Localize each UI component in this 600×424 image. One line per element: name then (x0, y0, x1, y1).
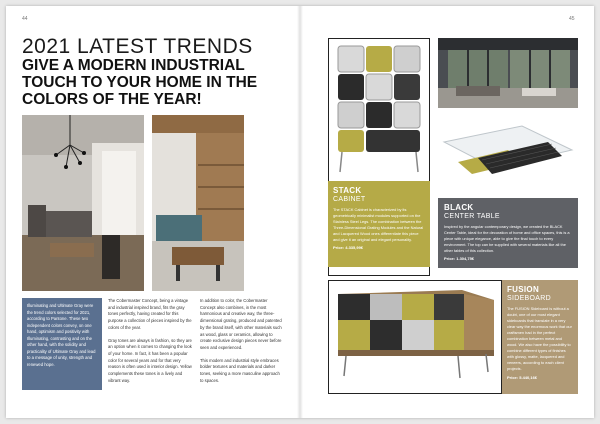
headline: 2021 LATEST TRENDS (22, 35, 253, 58)
fusion-description: The FUSION Sideboard is without a doubt, one of our most elegant sideboards that translate in a very clear way the enormous work that our craftsmen had in the perfect combination between metal and wood. We also have the possibility to combine different types of finishes with glossy, matte, lacquered and veneers, according to each client projects. (507, 306, 572, 372)
text-column-1 (108, 298, 192, 391)
fusion-price: Price: 5.440,16€ (507, 374, 538, 380)
column-2-paragraph-2: This modern and industrial style embraces bolder textures and materials and darker tones, seeking a more masculine approach to spaces. (200, 357, 280, 383)
living-room-photo (22, 115, 144, 291)
column-1-paragraph-1: The Cobermaster Concept, being a vintage and industrial inspired brand, fits the gray tones perfectly, having created for this purpose a collection of pieces inspired by the colors of the year. (108, 298, 192, 330)
modern-living-photo (438, 38, 578, 108)
column-1-paragraph-2: Gray tones are always in fashion, so they are an option when it comes to changing the look of your home. In fact, it has been a popular color for several years and for that very reason is often used in interior design. Yellow complements these tones in a lively and vibrant way. (108, 337, 192, 383)
intro-box: Illuminating and Ultimate Gray were the trend colors selected for 2021, according to Pantone. These two independent colors convey, on one hand, optimism and positivity with Illuminating, contrasting and on the other hand, with the solidity and practicality of Ultimate Gray and lead to a message of unity, strength and renewed hope. (22, 298, 102, 390)
page-gutter (297, 6, 303, 418)
fusion-card (502, 280, 578, 394)
stack-price: Price: 4.335,99€ (333, 245, 364, 251)
fusion-subtitle: SIDEBOARD (507, 295, 551, 302)
stack-description: The STACK Cabinet is characterized by its geometrically minimalist modules supported on the Stainless Steel Legs. The combination between the Three-Dimensional Grating Modules and the Natural and Lacquered Wood ones differentiate this piece and give it an original and elegant personality. (333, 207, 424, 243)
column-2-paragraph-1: In addition to color, the Cobermaster Concept also combines, in the most harmonious and creative way, the three-dimensional grating, produced and patented by the brand itself, with other materials such as wood, glass or ceramics, allowing to create exclusive design pieces never before seen and experienced. (200, 298, 282, 351)
stack-subtitle: CABINET (333, 196, 366, 203)
stack-card (328, 181, 430, 267)
black-price: Price: 1.304,75€ (444, 256, 475, 262)
subheadline: GIVE A MODERN INDUSTRIAL TOUCH TO YOUR HOME IN THE COLORS OF THE YEAR! (22, 57, 258, 109)
stack-title: STACK (333, 186, 362, 195)
black-card (438, 198, 578, 268)
black-description: Inspired by the angular contemporary design, we created the BLACK Center Table, ideal for the decoration of home and office spaces, this is a piece with unique elegance, able to give the final touch to every environment. The top can be supplied with several materials like all the other tables of this collection. (444, 224, 570, 254)
page-number-right: 45 (569, 16, 575, 22)
black-table-photo (438, 114, 578, 194)
fusion-title: FUSION (507, 285, 540, 294)
black-subtitle: CENTER TABLE (444, 213, 500, 220)
shelf-room-photo (152, 115, 244, 291)
stack-cabinet-photo (334, 44, 424, 180)
black-title: BLACK (444, 203, 474, 212)
page-number-left: 44 (22, 16, 28, 22)
text-column-2 (200, 298, 284, 391)
fusion-sideboard-photo (334, 286, 496, 388)
